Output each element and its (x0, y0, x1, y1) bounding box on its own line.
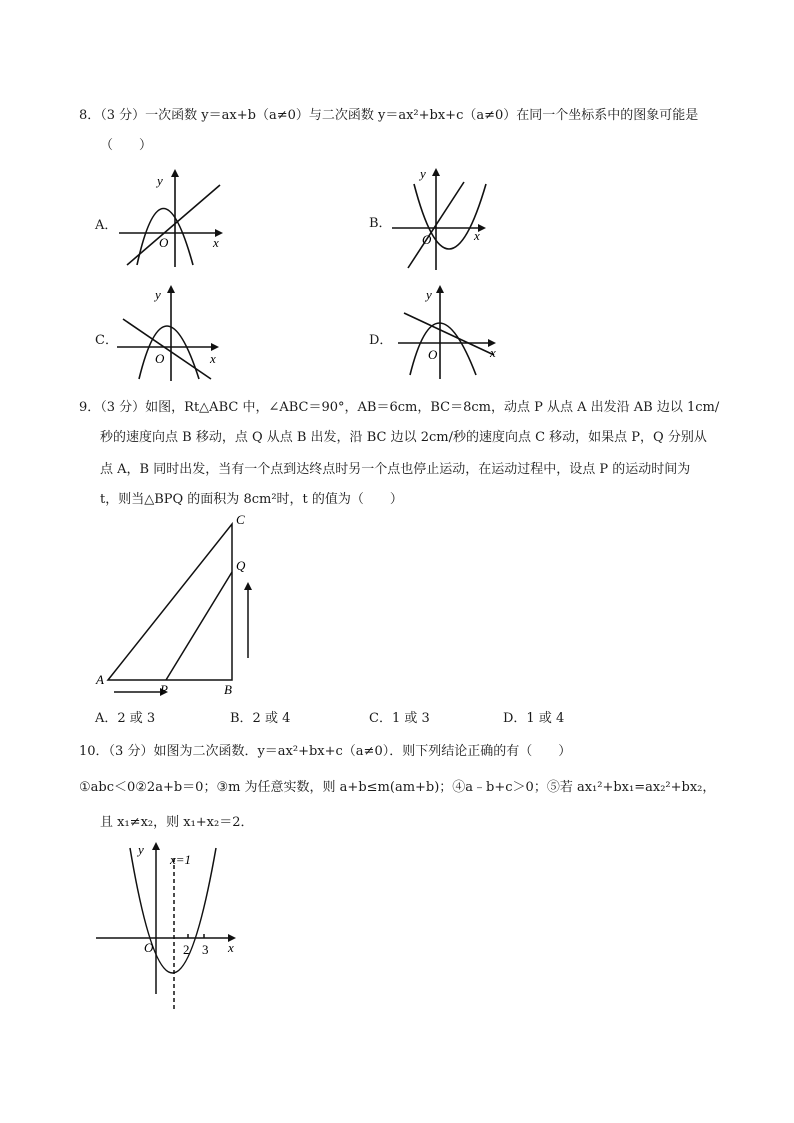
q10-parabola-graph (92, 838, 242, 1013)
label-p: P (160, 682, 168, 697)
origin-label: O (155, 351, 165, 366)
q9-choice-d: D．1 或 4 (503, 711, 565, 726)
y-label: y (155, 287, 161, 302)
q8-graph-a (117, 167, 227, 269)
q8-option-b-label: B． (369, 216, 392, 231)
q9-stem-line3: 点 A，B 同时出发，当有一个点到达终点时另一个点也停止运动，在运动过程中，设点 P 的运动时间为 (100, 462, 691, 477)
q8-stem-line2: （ ） (100, 138, 153, 153)
q8-option-d-label: D． (369, 333, 393, 348)
origin-label: O (428, 347, 438, 362)
line-graph (123, 319, 211, 379)
q9-choice-c: C．1 或 3 (369, 711, 430, 726)
q9-stem-line4: t，则当△BPQ 的面积为 8cm²时，t 的值为（ ） (100, 492, 403, 507)
q9-choice-b: B．2 或 4 (230, 711, 291, 726)
q10-stem-line3: 且 x₁≠x₂，则 x₁+x₂＝2． (100, 815, 254, 830)
q9-choice-a: A．2 或 3 (95, 711, 156, 726)
y-label: y (138, 842, 144, 857)
y-label: y (426, 287, 432, 302)
y-arrow (436, 285, 444, 293)
x-label: x (228, 940, 234, 955)
q8-option-c-label: C． (95, 333, 118, 348)
x-arrow (211, 343, 219, 351)
q8-graph-c (115, 283, 225, 383)
y-label: y (157, 173, 163, 188)
x-label: x (210, 351, 216, 366)
y-arrow (167, 285, 175, 293)
q8-stem-line1: 8．（3 分）一次函数 y＝ax+b（a≠0）与二次函数 y＝ax²+bx+c（a≠0）在同一个坐标系中的图象可能是 (79, 108, 699, 123)
label-q: Q (236, 558, 246, 573)
y-arrow (171, 169, 179, 177)
q10-stem-line2: ①abc＜0②2a+b＝0；③m 为任意实数，则 a+b≤m(am+b)；④a﹣b+c＞0；⑤若 ax₁²+bx₁=ax₂²+bx₂， (79, 780, 716, 795)
tick-2-label: 2 (183, 942, 190, 957)
q8-option-a-label: A． (95, 218, 118, 233)
label-c: C (236, 512, 245, 527)
q8-graph-b (388, 164, 496, 274)
q10-stem-line1: 10．（3 分）如图为二次函数．y＝ax²+bx+c（a≠0）．则下列结论正确的有（ ） (79, 744, 572, 759)
q8-graph-d (396, 283, 508, 383)
x-label: x (490, 345, 496, 360)
tick-3-label: 3 (202, 942, 209, 957)
label-a: A (96, 672, 104, 687)
y-arrow (432, 168, 440, 176)
origin-label: O (144, 940, 154, 955)
line-graph (127, 185, 220, 265)
y-arrow (152, 842, 160, 850)
y-label: y (420, 166, 426, 181)
symmetry-label: x=1 (170, 852, 192, 867)
x-label: x (474, 228, 480, 243)
q9-stem-line2: 秒的速度向点 B 移动，点 Q 从点 B 出发，沿 BC 边以 2cm/秒的速度向点 C 移动，如果点 P，Q 分别从 (100, 430, 707, 445)
q9-triangle-figure (92, 510, 260, 700)
segment-pq (166, 572, 232, 680)
label-b: B (224, 682, 232, 697)
x-label: x (213, 235, 219, 250)
arrow-q-head (244, 582, 252, 590)
parabola (139, 326, 199, 379)
origin-label: O (159, 235, 169, 250)
q9-stem-line1: 9．（3 分）如图，Rt△ABC 中，∠ABC＝90°，AB＝6cm，BC＝8cm，动点 P 从点 A 出发沿 AB 边以 1cm/ (79, 400, 720, 415)
origin-label: O (422, 232, 432, 247)
